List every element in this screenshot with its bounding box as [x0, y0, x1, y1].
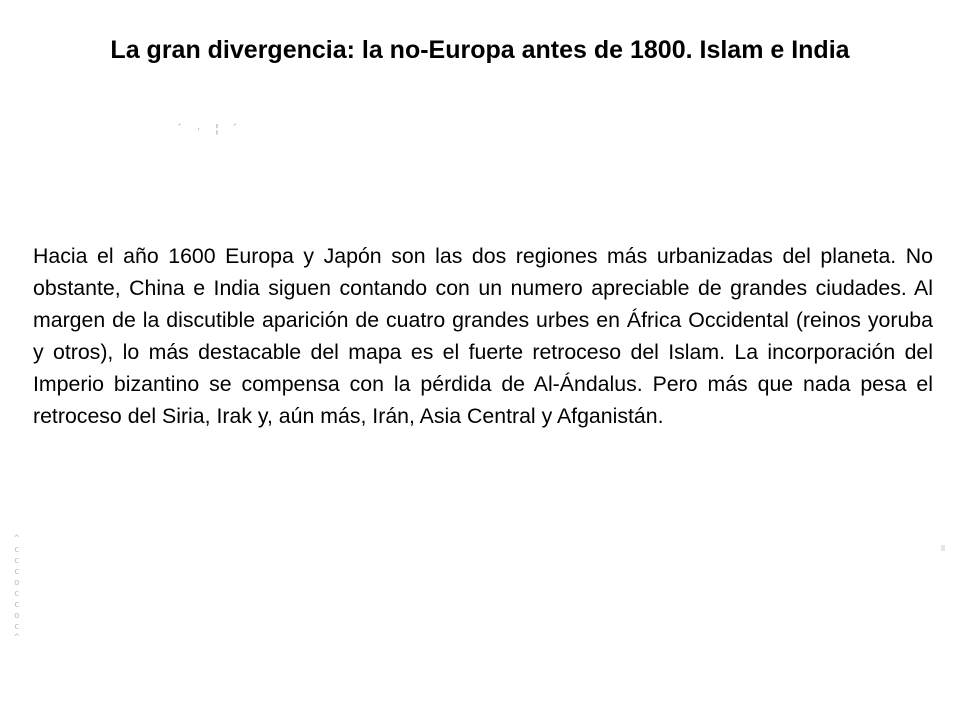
body-paragraph: Hacia el año 1600 Europa y Japón son las dos regiones más urbanizadas del planeta. No obstante, China e India siguen contando con un numero apreciable de grandes ciudades. Al margen de la discutible aparición de cuatro grandes urbes en África Occidental (reinos yoruba y otros), lo más destacable del mapa es el fuerte retroceso del Islam. La incorporación del Imperio bizantino se compensa con la pérdida de Al-Ándalus. Pero más que nada pesa el retroceso del Siria, Irak y, aún más, Irán, Asia Central y Afganistán.: [33, 244, 933, 428]
edge-artifact: ^cccoccoc^: [14, 534, 20, 643]
slide-title: La gran divergencia: la no-Europa antes de 1800. Islam e India: [110, 36, 850, 64]
faint-marks: ´ · ¦ ´: [178, 123, 244, 135]
edge-artifact-right: [941, 545, 945, 551]
